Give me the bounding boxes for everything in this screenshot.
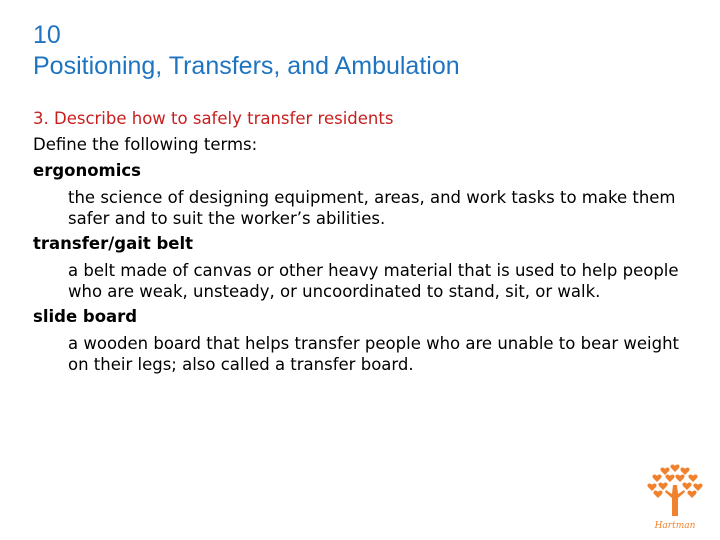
definition-transfer-gait-belt: a belt made of canvas or other heavy material that is used to help people who are weak, unsteady, or uncoordinated to stand, sit, or walk. (68, 261, 679, 301)
heart-tree-icon (640, 460, 710, 532)
definition-slide-board: a wooden board that helps transfer people who are unable to bear weight on their legs; also called a transfer board. (68, 334, 680, 374)
term-transfer-gait-belt: transfer/gait belt (33, 234, 194, 253)
slide-content (33, 106, 703, 377)
logo-text: Hartman (654, 521, 696, 531)
term-ergonomics: ergonomics (33, 161, 142, 180)
learning-objective: 3. Describe how to safely transfer residents (33, 109, 394, 128)
definition-ergonomics: the science of designing equipment, areas, and work tasks to make them safer and to suit the worker’s abilities. (68, 188, 676, 228)
chapter-title: Positioning, Transfers, and Ambulation (33, 52, 460, 80)
term-slide-board: slide board (33, 307, 138, 326)
hartman-logo (640, 460, 710, 532)
intro-text: Define the following terms: (33, 135, 258, 154)
chapter-number: 10 (33, 21, 61, 49)
slide-title (33, 20, 460, 82)
